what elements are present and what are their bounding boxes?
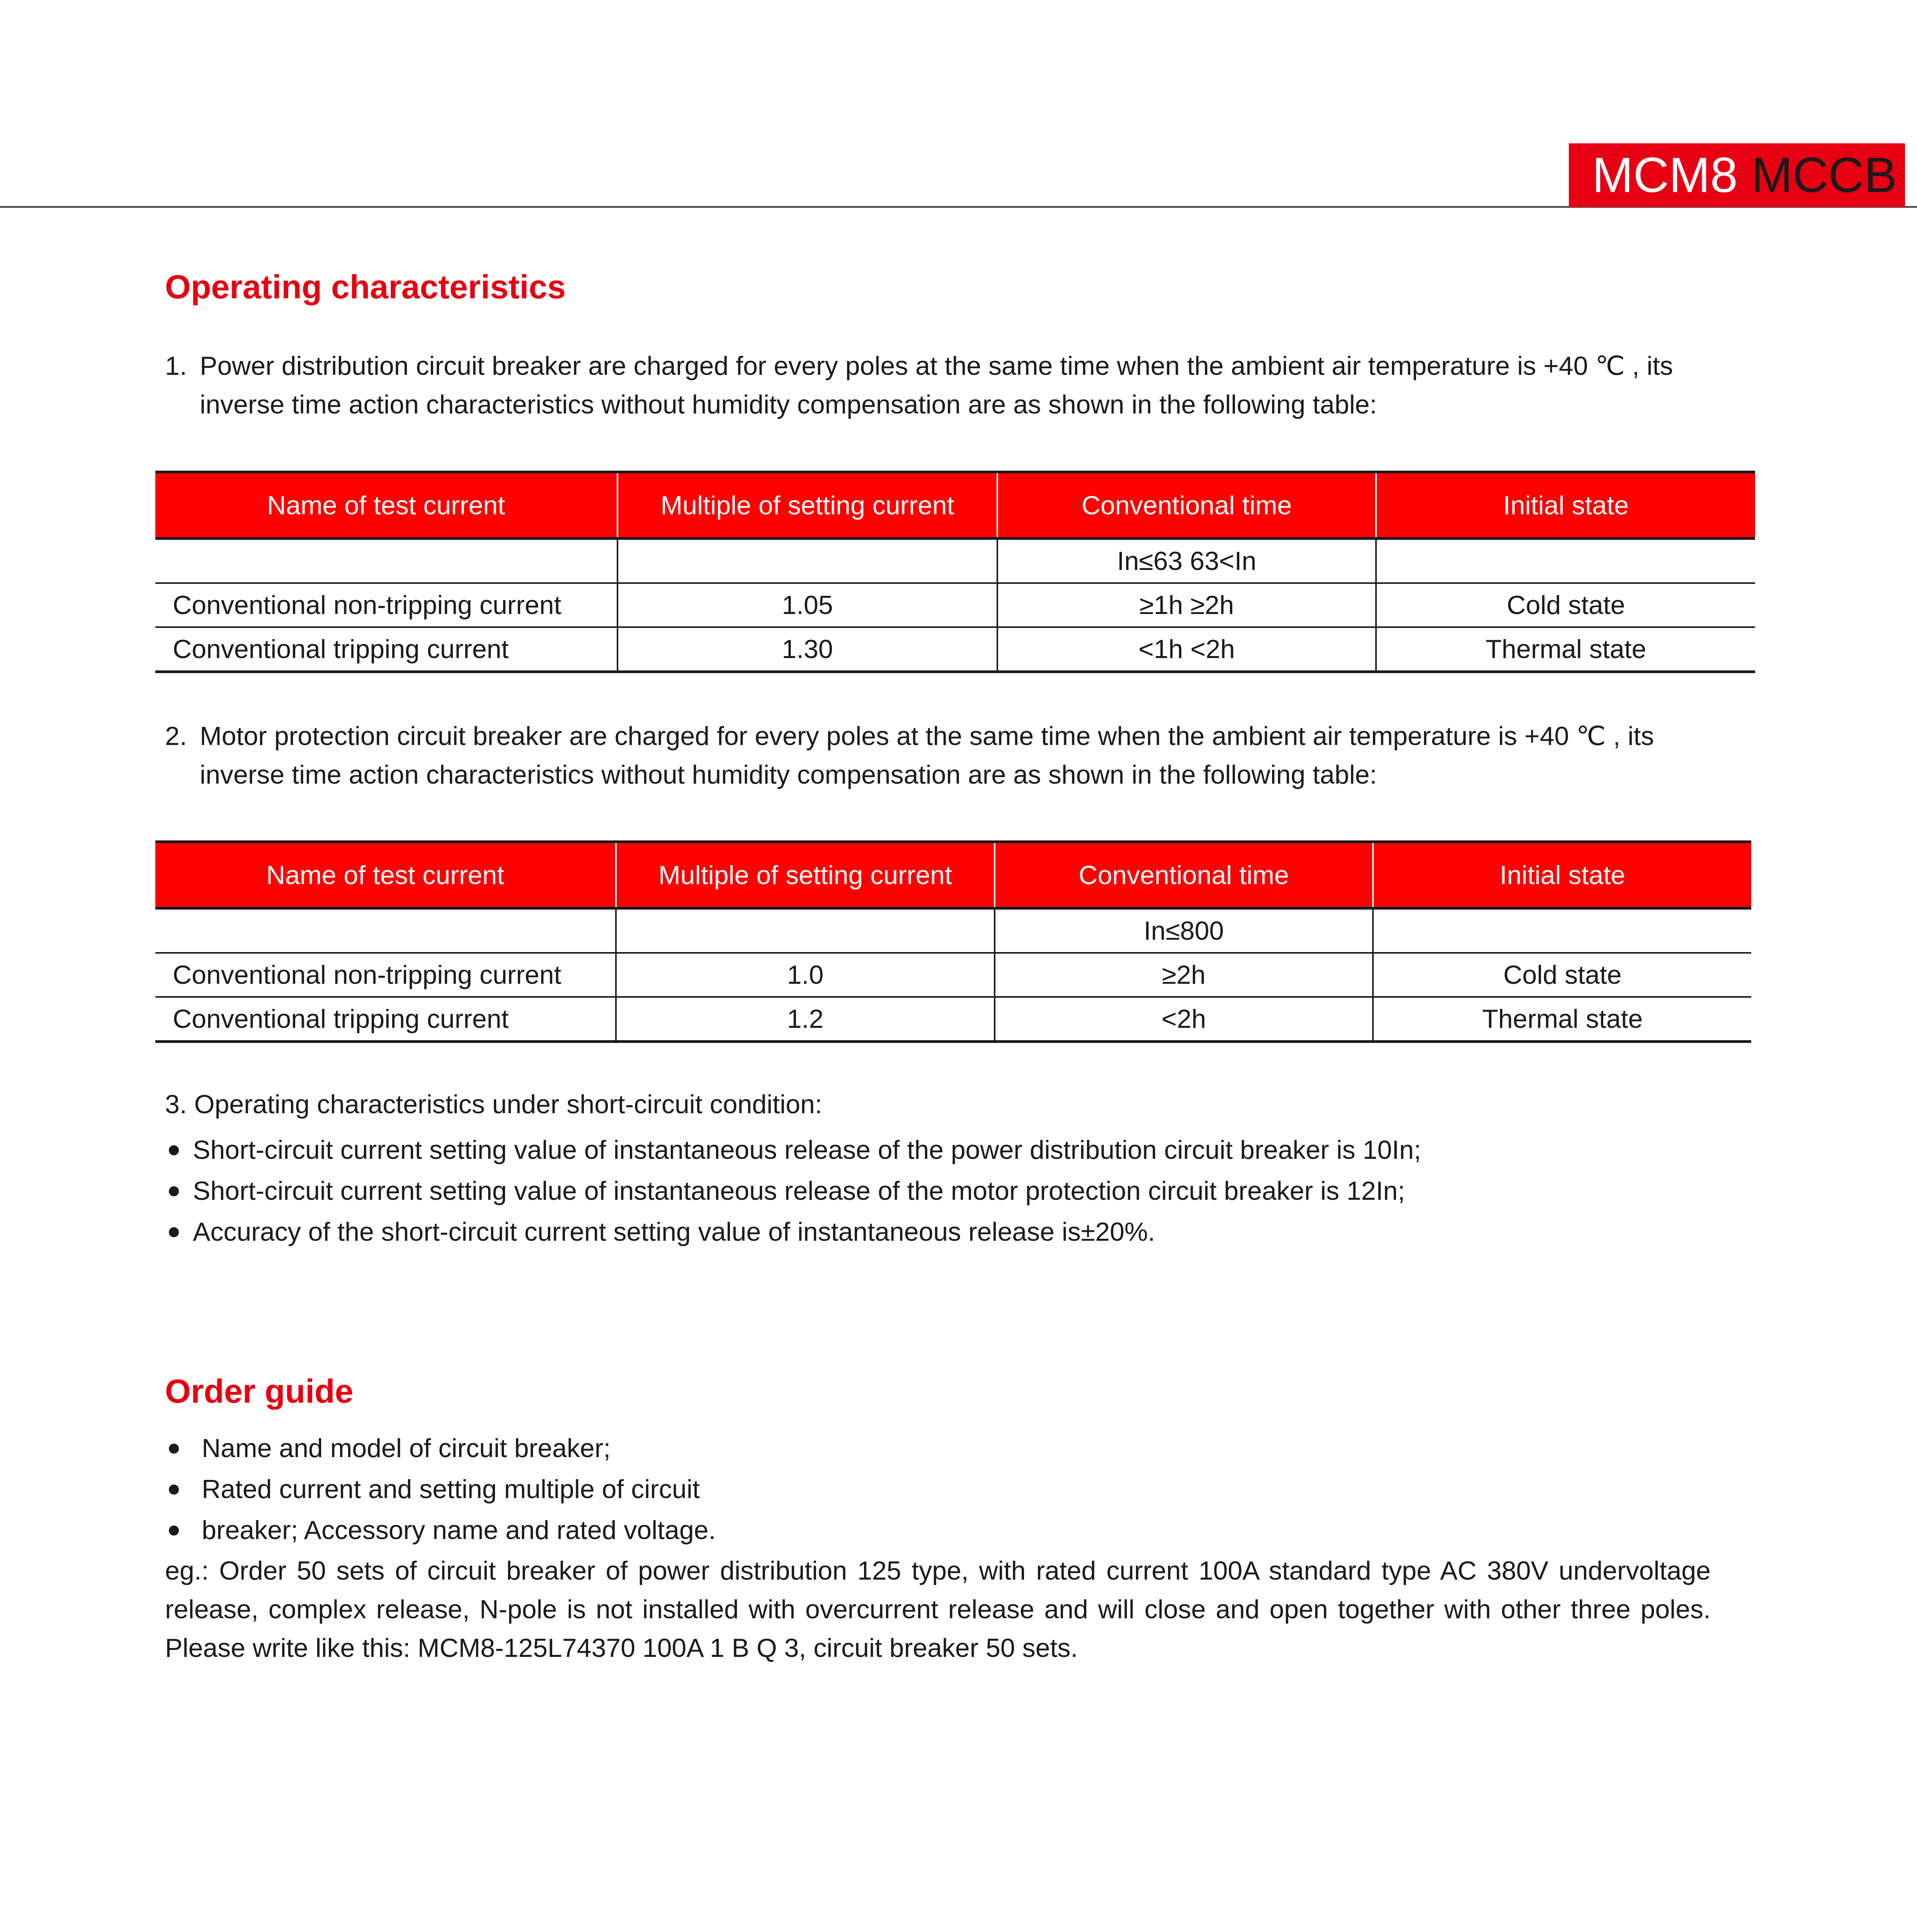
col-header-state: Initial state bbox=[1373, 842, 1751, 908]
paragraph-2 bbox=[165, 717, 1730, 794]
table-cell: Cold state bbox=[1373, 953, 1751, 997]
paragraph-1 bbox=[165, 347, 1730, 424]
table-cell: 1.0 bbox=[616, 953, 995, 997]
table-row bbox=[155, 953, 1751, 997]
col-header-state: Initial state bbox=[1376, 472, 1755, 539]
table-cell: Thermal state bbox=[1373, 997, 1751, 1042]
list-item-text: breaker; Accessory name and rated voltage. bbox=[202, 1515, 716, 1545]
list-item bbox=[165, 1170, 1749, 1211]
power-distribution-table bbox=[155, 471, 1755, 673]
paragraph-2-text: Motor protection circuit breaker are charged for every poles at the same time when the ambient air temperature is +40 ℃ , its inverse time action characteristics without humidity compensation are as shown in the following table: bbox=[200, 721, 1654, 789]
table-header-row bbox=[155, 842, 1751, 908]
col-header-multiple: Multiple of setting current bbox=[617, 472, 997, 539]
order-guide-list bbox=[165, 1428, 1749, 1551]
table-row bbox=[155, 997, 1751, 1042]
table-cell: Conventional tripping current bbox=[155, 627, 617, 672]
operating-characteristics-title: Operating characteristics bbox=[165, 269, 566, 306]
list-item bbox=[165, 1510, 1749, 1551]
order-guide-title: Order guide bbox=[165, 1373, 354, 1410]
table-header-row bbox=[155, 472, 1755, 539]
table-cell: In≤800 bbox=[995, 908, 1373, 953]
col-header-time: Conventional time bbox=[995, 842, 1373, 908]
table-cell: Cold state bbox=[1376, 583, 1755, 627]
col-header-name: Name of test current bbox=[155, 842, 616, 908]
bullet-icon bbox=[169, 1526, 179, 1536]
table-cell bbox=[1373, 908, 1751, 953]
list-item-text: Short-circuit current setting value of instantaneous release of the power distribution circuit breaker is 10In; bbox=[193, 1135, 1421, 1165]
list-item bbox=[165, 1428, 1749, 1469]
list-item-text: Name and model of circuit breaker; bbox=[202, 1434, 611, 1463]
paragraph-3: 3. Operating characteristics under short-circuit condition: bbox=[165, 1090, 822, 1119]
list-item-text: Short-circuit current setting value of instantaneous release of the motor protection circuit breaker is 12In; bbox=[193, 1176, 1405, 1206]
short-circuit-list bbox=[165, 1129, 1749, 1252]
list-item-text: Accuracy of the short-circuit current setting value of instantaneous release is±20%. bbox=[193, 1217, 1155, 1247]
table-cell: <2h bbox=[995, 997, 1373, 1042]
order-example: eg.: Order 50 sets of circuit breaker of power distribution 125 type, with rated current 100A standard type AC 380V undervoltage release, complex release, N-pole is not installed with overcurrent release and will close and open together with other three poles. Please write like this: MCM8-125L74370 100A 1 B Q 3, circuit breaker 50 sets. bbox=[165, 1556, 1711, 1663]
col-header-name: Name of test current bbox=[155, 472, 617, 539]
list-item bbox=[165, 1129, 1749, 1170]
table-cell bbox=[155, 908, 616, 953]
bullet-icon bbox=[169, 1485, 179, 1495]
bullet-icon bbox=[169, 1186, 179, 1196]
table-cell: Conventional non-tripping current bbox=[155, 953, 616, 997]
table-cell: 1.30 bbox=[617, 627, 997, 672]
paragraph-1-number: 1. bbox=[165, 351, 187, 381]
table-cell: Conventional non-tripping current bbox=[155, 583, 617, 627]
bullet-icon bbox=[169, 1227, 179, 1237]
paragraph-1-text: Power distribution circuit breaker are charged for every poles at the same time when the ambient air temperature is +40 ℃ , its inverse time action characteristics without humidity compensation are as shown in the following table: bbox=[200, 351, 1673, 419]
paragraph-2-number: 2. bbox=[165, 721, 187, 751]
motor-protection-table bbox=[155, 840, 1751, 1043]
table-row bbox=[155, 583, 1755, 627]
table-cell: Thermal state bbox=[1376, 627, 1755, 672]
table-cell: ≥2h bbox=[995, 953, 1373, 997]
table-cell: Conventional tripping current bbox=[155, 997, 616, 1042]
table-cell bbox=[616, 908, 995, 953]
table-row bbox=[155, 627, 1755, 672]
list-item bbox=[165, 1469, 1749, 1510]
table-cell bbox=[1376, 539, 1755, 583]
list-item-text: Rated current and setting multiple of circuit bbox=[202, 1475, 700, 1504]
col-header-multiple: Multiple of setting current bbox=[616, 842, 995, 908]
bullet-icon bbox=[169, 1444, 179, 1454]
col-header-time: Conventional time bbox=[997, 472, 1376, 539]
list-item bbox=[165, 1211, 1749, 1252]
brand-model: MCM8 bbox=[1592, 148, 1738, 203]
table-cell bbox=[155, 539, 617, 583]
table-cell: 1.05 bbox=[617, 583, 997, 627]
bullet-icon bbox=[169, 1145, 179, 1155]
brand-type: MCCB bbox=[1751, 148, 1897, 203]
table-row bbox=[155, 908, 1751, 953]
table-cell: <1h <2h bbox=[997, 627, 1376, 672]
table-cell: In≤63 63<In bbox=[997, 539, 1376, 583]
table-row bbox=[155, 539, 1755, 583]
table-cell: ≥1h ≥2h bbox=[997, 583, 1376, 627]
table-cell: 1.2 bbox=[616, 997, 995, 1042]
brand-badge bbox=[1569, 143, 1905, 207]
table-cell bbox=[617, 539, 997, 583]
